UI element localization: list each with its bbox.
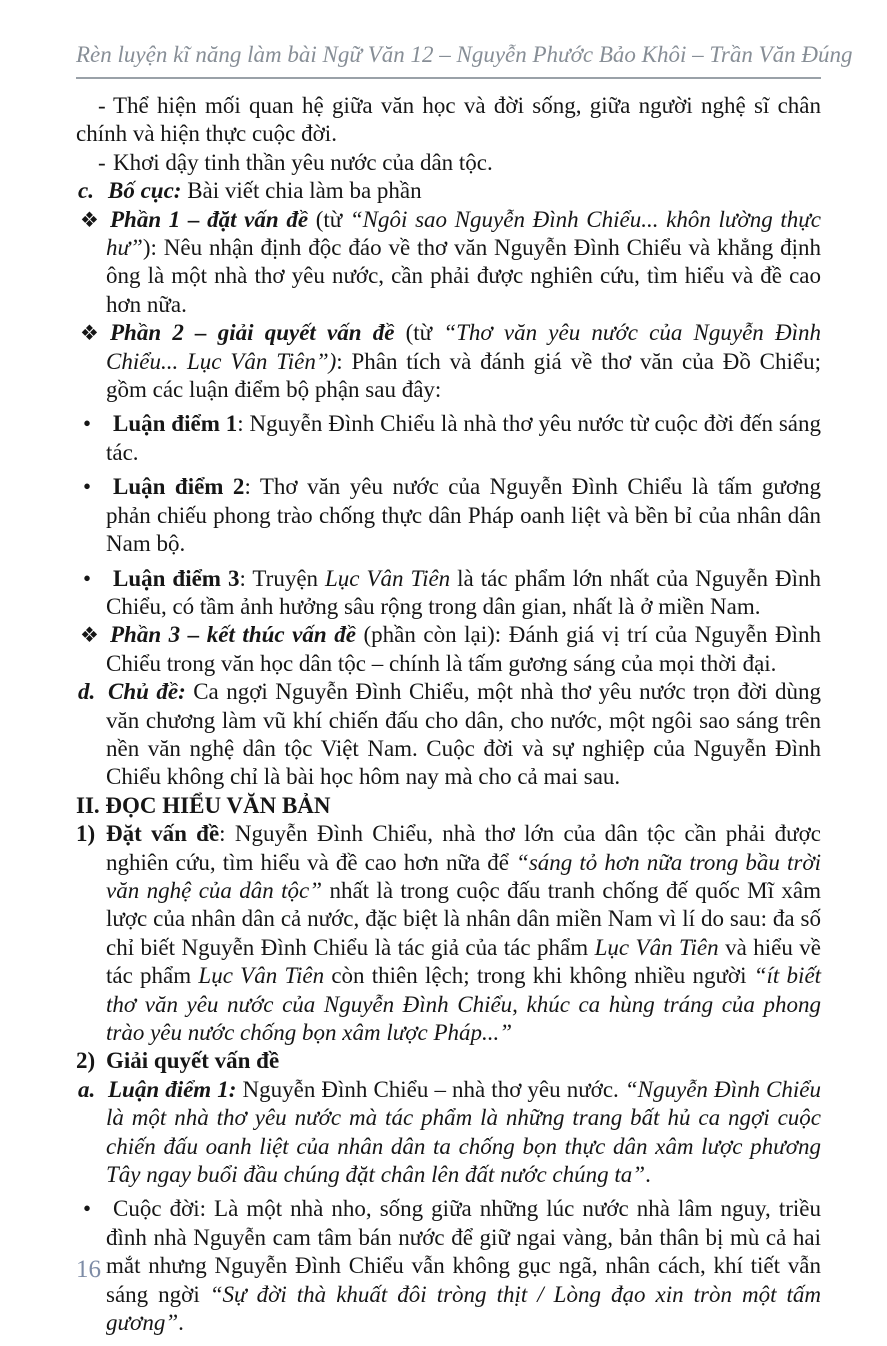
text-segment: Luận điểm 1: (108, 1076, 243, 1102)
page-number: 16 (76, 1256, 101, 1283)
list-marker: d. (78, 679, 96, 705)
list-marker: a. (78, 1076, 96, 1102)
text-segment: Thể hiện mối quan hệ giữa văn học và đời sống, giữa người nghệ sĩ chân chính và hiện thực cuộc đời. (76, 93, 821, 147)
text-segment: Ca ngợi Nguyễn Đình Chiểu, một nhà thơ yêu nước trọn đời dùng văn chương làm vũ khí chiến đấu cho dân, cho nước, một ngôi sao sáng trên nền văn nghệ dân tộc Việt Nam. Cuộc đời và sự nghiệp của Nguyễn Đình Chiểu không chỉ là bài học hôm nay mà cho cả mai sau. (106, 679, 821, 790)
text-segment: “Thơ văn yêu nước của Nguyễn Đình Chiểu... Lục Vân Tiên”) (106, 320, 821, 374)
text-segment: nhất là trong cuộc đấu tranh chống đế quốc Mĩ xâm lược của nhân dân cả nước, đặc biệt là nhân dân miền Nam vì lí do sau: đa số chỉ biết Nguyễn Đình Chiểu là tác giả của tác phẩm (106, 877, 821, 960)
text-segment: . (178, 1310, 184, 1336)
list-marker: • (83, 411, 92, 437)
list-marker: • (83, 474, 92, 500)
paragraph (76, 565, 821, 622)
text-segment: “Sự đời thà khuất đôi tròng thịt / Lòng đạo xin tròn một tấm gương” (106, 1281, 821, 1336)
text-segment: Luận điểm 1 (113, 411, 238, 437)
text-segment: và hiểu về tác phẩm (106, 934, 821, 989)
page-header (76, 42, 853, 79)
text-segment: còn thiên lệch; trong khi không nhiều người (324, 963, 754, 989)
text-segment: : Truyện (239, 565, 326, 591)
text-segment: : Nguyễn Đình Chiểu, nhà thơ lớn của dân tộc cần phải được nghiên cứu, tìm hiểu và đề cao hơn nữa để (106, 821, 821, 875)
list-marker: ❖ (80, 623, 99, 648)
text-segment: Bài viết chia làm ba phần (187, 178, 422, 204)
list-marker: 2) (76, 1048, 96, 1074)
text-segment: Nguyễn Đình Chiểu – nhà thơ yêu nước. (242, 1076, 625, 1102)
paragraph (76, 92, 821, 149)
text-segment: Lục Vân Tiên (325, 565, 451, 591)
text-segment: Luận điểm 3 (113, 565, 240, 591)
paragraph (76, 621, 821, 678)
text-segment: : Phân tích và đánh giá về thơ văn của Đồ Chiểu; gồm các luận điểm bộ phận sau đây: (106, 348, 821, 403)
text-segment: là tác phẩm lớn nhất của Nguyễn Đình Chiểu, có tầm ảnh hưởng sâu rộng trong dân gian, nhất là ở miền Nam. (106, 565, 821, 619)
list-marker: • (83, 565, 92, 591)
list-marker: - (98, 93, 106, 118)
text-segment: Đặt vấn đề (106, 821, 220, 847)
list-marker: ❖ (80, 321, 99, 346)
text-segment: : Thơ văn yêu nước của Nguyễn Đình Chiểu là tấm gương phản chiếu phong trào chống thực dân Pháp oanh liệt và bền bỉ của nhân dân Nam bộ. (106, 474, 821, 557)
text-segment: Phần 3 – kết thúc vấn đề (110, 622, 364, 648)
list-marker: 1) (76, 821, 96, 847)
text-segment: Chủ đề: (108, 679, 194, 705)
text-segment: Phần 2 – giải quyết vấn đề (110, 320, 406, 346)
text-segment: “Nguyễn Đình Chiểu là một nhà thơ yêu nước mà tác phẩm là những trang bất hủ ca ngợi cuộc chiến đấu oanh liệt của nhân dân ta chống bọn thực dân xâm lược phương Tây ngay buổi đầu chúng đặt chân lên đất nước chúng ta” (106, 1076, 822, 1188)
section-heading (76, 792, 821, 820)
list-marker: - (98, 149, 106, 175)
running-header-text: Rèn luyện kĩ năng làm bài Ngữ Văn 12 – Nguyễn Phước Bảo Khôi – Trần Văn Đúng (76, 42, 821, 79)
text-segment: Luận điểm 2 (113, 474, 245, 500)
text-segment: Phần 1 – đặt vấn đề (110, 206, 316, 232)
list-marker: c. (78, 178, 94, 204)
text-segment: (phần còn lại): Đánh giá vị trí của Nguyễn Đình Chiểu trong văn học dân tộc – chính là tấm gương sáng của mọi thời đại. (106, 622, 821, 676)
text-segment: ): Nêu nhận định độc đáo về thơ văn Nguyễn Đình Chiểu và khẳng định ông là một nhà thơ yêu nước, cần phải được nghiên cứu, tìm hiểu và đề cao hơn nữa. (106, 235, 821, 317)
text-segment: “ít biết thơ văn yêu nước của Nguyễn Đình Chiểu, khúc ca hùng tráng của phong trào yêu nước chống bọn xâm lược Pháp...” (106, 963, 822, 1045)
paragraph (76, 410, 821, 467)
text-segment: Giải quyết vấn đề (106, 1048, 280, 1074)
text-segment: : Nguyễn Đình Chiểu là nhà thơ yêu nước từ cuộc đời đến sáng tác. (106, 411, 821, 465)
text-segment: Cuộc đời: Là một nhà nho, sống giữa những lúc nước nhà lâm nguy, triều đình nhà Nguyễn cam tâm bán nước để giữ ngai vàng, bản thân bị mù cả hai mắt nhưng Nguyễn Đình Chiểu vẫn không gục ngã, nhân cách, khí tiết vẫn sáng ngời (106, 1196, 821, 1307)
text-segment: Bố cục: (108, 178, 188, 204)
paragraph (76, 1076, 821, 1190)
document-body (76, 92, 821, 1337)
paragraph (76, 206, 821, 320)
paragraph (76, 149, 821, 177)
list-marker: • (83, 1196, 92, 1222)
paragraph (76, 473, 821, 558)
text-segment: (từ (315, 206, 350, 232)
paragraph (76, 820, 821, 1047)
list-marker: ❖ (80, 207, 99, 232)
text-segment: “sáng tỏ hơn nữa trong bầu trời văn nghệ của dân tộc” (106, 849, 821, 903)
text-segment: . (645, 1162, 651, 1188)
paragraph (76, 1047, 821, 1075)
text-segment: “Ngôi sao Nguyễn Đình Chiểu... khôn lường thực hư” (106, 206, 822, 261)
text-segment: II. ĐỌC HIỂU VĂN BẢN (76, 792, 331, 818)
text-segment: Khơi dậy tinh thần yêu nước của dân tộc. (113, 149, 493, 175)
paragraph (76, 678, 821, 792)
text-segment: Lục Vân Tiên (594, 934, 719, 960)
text-segment: (từ (405, 320, 444, 346)
paragraph (76, 1195, 821, 1337)
paragraph (76, 177, 821, 205)
text-segment: Lục Vân Tiên (198, 963, 325, 989)
paragraph (76, 319, 821, 404)
